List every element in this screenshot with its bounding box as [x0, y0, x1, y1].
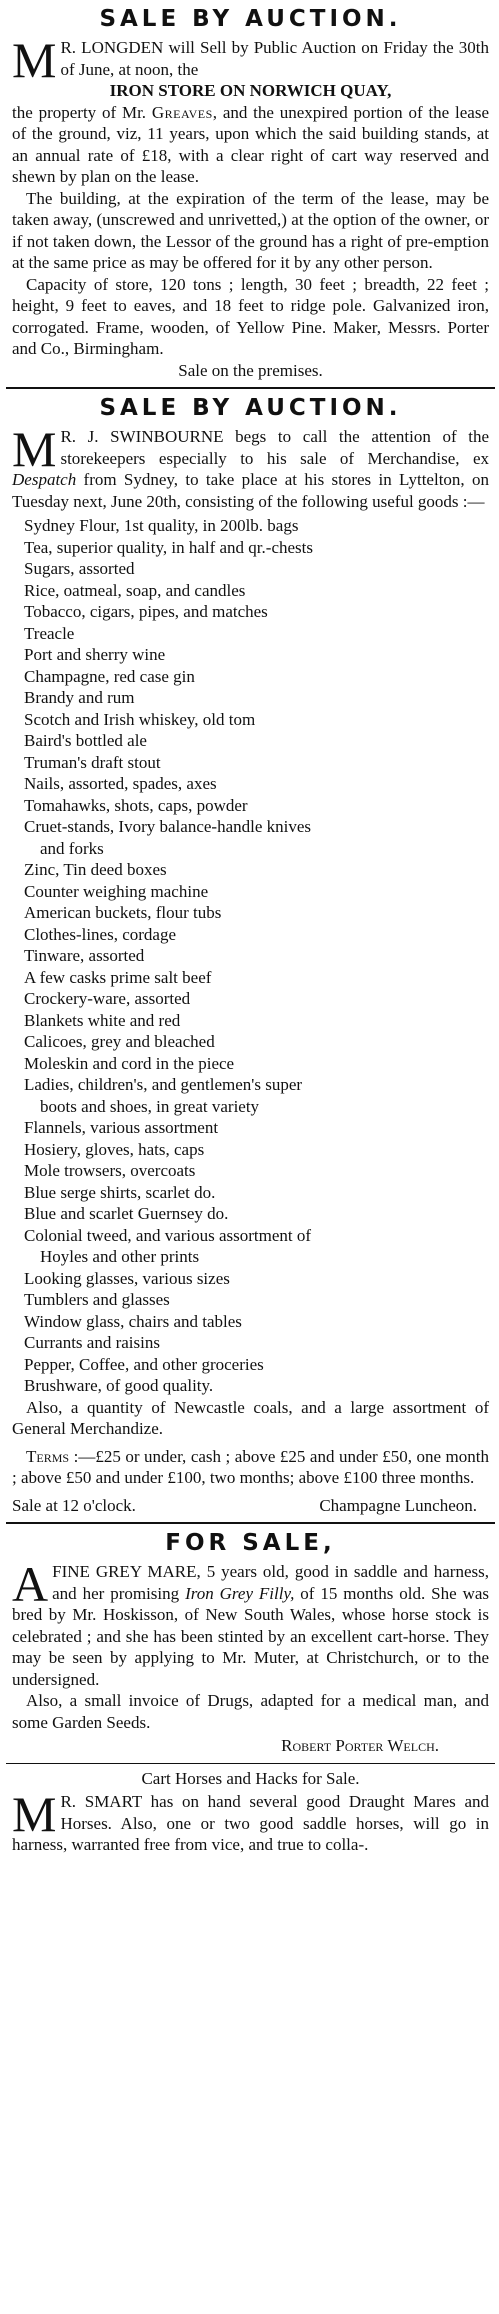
filly-name: Iron Grey Filly, — [185, 1583, 295, 1603]
goods-item — [24, 1074, 489, 1117]
goods-item-text: Clothes-lines, cordage — [24, 924, 177, 944]
ad-heading: FOR SALE, — [165, 1530, 336, 1556]
goods-item-text: Sugars, assorted — [24, 559, 135, 578]
goods-item — [24, 644, 489, 666]
goods-item-continuation: Hoyles and other prints — [40, 1247, 200, 1266]
advertisement-longden — [12, 6, 489, 381]
goods-item — [24, 515, 489, 537]
goods-item — [24, 881, 489, 903]
goods-item — [24, 902, 489, 924]
goods-item-text: Baird's bottled ale — [24, 731, 147, 750]
terms-paragraph — [12, 1446, 489, 1489]
ad-lead-paragraph — [12, 1556, 490, 1690]
ad-heading: SALE BY AUCTION. — [99, 395, 402, 421]
body-paragraph: Capacity of store, 120 tons ; length, 30 feet ; breadth, 22 feet ; height, 9 feet to eaves, and 18 feet to ridge pole. Galvanized iron, corrogated. Frame, wooden, of Yellow Pine. Maker, Messrs. Porter and Co., Birmingham. — [12, 274, 489, 358]
goods-item-text: Tobacco, cigars, pipes, and matches — [24, 602, 268, 621]
goods-item — [24, 1010, 489, 1032]
goods-item-text: Moleskin and cord in the piece — [24, 1053, 235, 1073]
ad-lead-paragraph — [12, 32, 489, 88]
drop-cap: M — [12, 1786, 57, 1842]
goods-item — [24, 773, 489, 795]
body-text: of 15 months old. She was bred by Mr. Hoskisson, of New South Wales, whose horse stock is celebrated ; and she has been stinted by an excellent cart-horse. They may be seen by applying to Mr. Muter, at Christchurch, or to the undersigned. — [12, 1583, 490, 1689]
goods-item — [24, 1203, 489, 1225]
goods-item — [24, 752, 489, 774]
goods-item — [24, 558, 489, 580]
goods-item — [24, 816, 489, 859]
terms-label: Terms — [26, 1446, 70, 1466]
goods-item-text: Blue and scarlet Guernsey do. — [24, 1204, 229, 1223]
goods-item-text: Brushware, of good quality. — [24, 1376, 214, 1395]
lead-text: R. LONGDEN will Sell by Public Auction on Friday the 30th of June, at noon, the — [60, 38, 489, 79]
goods-item — [24, 1225, 489, 1268]
goods-item — [24, 1053, 489, 1075]
terms-text: :—£25 or under, cash ; above £25 and under £50, one month ; above £50 and under £100, two months; above £100 three months. — [12, 1446, 489, 1487]
goods-item — [24, 945, 489, 967]
owner-name: Greaves — [151, 102, 213, 122]
goods-item-text: Brandy and rum — [24, 688, 135, 707]
goods-item — [24, 687, 489, 709]
advertisement-smart — [12, 1768, 489, 1856]
lead-text: from Sydney, to take place at his stores in Lyttelton, on Tuesday next, June 20th, consisting of the following useful goods :— — [12, 470, 489, 511]
body-text: , and the unexpired portion of the lease of the ground, viz, 11 years, upon which the said building stands, at an annual rate of £18, with a clear right of cart way reserved and shewn by plan on the lease. — [12, 102, 489, 186]
goods-item — [24, 795, 489, 817]
signature: Robert Porter Welch. — [281, 1736, 439, 1755]
goods-item-text: Ladies, children's, and gentlemen's super — [24, 1075, 303, 1094]
ad-heading: Cart Horses and Hacks for Sale. — [141, 1768, 360, 1788]
goods-item — [24, 1117, 489, 1139]
goods-item-text: Crockery-ware, assorted — [24, 989, 191, 1008]
goods-item-text: Blue serge shirts, scarlet do. — [24, 1182, 216, 1202]
goods-item-text: Tinware, assorted — [24, 946, 145, 965]
goods-item-text: American buckets, flour tubs — [24, 903, 222, 922]
goods-item — [24, 1139, 489, 1161]
ad-lead-paragraph — [12, 421, 489, 512]
divider — [6, 387, 495, 389]
goods-item-text: Window glass, chairs and tables — [24, 1311, 242, 1331]
goods-item-text: Pepper, Coffee, and other groceries — [24, 1354, 264, 1374]
ad-heading: SALE BY AUCTION. — [99, 6, 402, 32]
goods-item-text: Port and sherry wine — [24, 645, 166, 664]
goods-item-text: Looking glasses, various sizes — [24, 1268, 230, 1288]
goods-item — [24, 1182, 489, 1204]
goods-item — [24, 1160, 489, 1182]
drop-cap: A — [12, 1556, 49, 1612]
divider — [6, 1763, 495, 1764]
goods-item-text: Truman's draft stout — [24, 752, 161, 772]
goods-item-continuation: and forks — [40, 838, 104, 858]
body-paragraph: The building, at the expiration of the term of the lease, may be taken away, (unscrewed and unrivetted,) at the option of the owner, or if not taken down, the Lessor of the ground has a right of pre-emption at the same price as may be offered for it by any other person. — [12, 188, 489, 272]
sale-location: Sale on the premises. — [178, 360, 323, 380]
body-paragraph — [12, 102, 489, 188]
goods-item — [24, 537, 489, 559]
luncheon-note: Champagne Luncheon. — [319, 1495, 477, 1515]
drop-cap: M — [12, 421, 57, 477]
ship-name: Despatch — [12, 470, 77, 489]
goods-item-text: Blankets white and red — [24, 1010, 181, 1030]
goods-item-text: Currants and raisins — [24, 1333, 160, 1352]
goods-item-text: Scotch and Irish whiskey, old tom — [24, 709, 256, 729]
goods-item-text: Cruet-stands, Ivory balance-handle knives — [24, 817, 312, 836]
goods-item — [24, 730, 489, 752]
drop-cap: M — [12, 32, 57, 88]
goods-item-text: Tumblers and glasses — [24, 1290, 170, 1309]
goods-item-continuation: boots and shoes, in great variety — [40, 1096, 260, 1116]
goods-item-text: Hosiery, gloves, hats, caps — [24, 1139, 205, 1159]
goods-item-text: Rice, oatmeal, soap, and candles — [24, 580, 246, 600]
goods-item — [24, 1332, 489, 1354]
goods-item — [24, 601, 489, 623]
goods-item-text: A few casks prime salt beef — [24, 967, 212, 987]
lead-text: R. SMART has on hand several good Draught Mares and Horses. Also, one or two good saddle horses, will go in harness, warranted free from vice, and true to colla-. — [12, 1792, 489, 1854]
body-paragraph: Also, a small invoice of Drugs, adapted for a medical man, and some Garden Seeds. — [12, 1691, 489, 1732]
goods-item — [24, 924, 489, 946]
divider — [6, 1522, 495, 1524]
goods-list — [12, 515, 489, 1397]
lead-text: R. J. SWINBOURNE begs to call the attention of the storekeepers especially to his sale of Merchandise, ex — [60, 427, 489, 468]
goods-item — [24, 1375, 489, 1397]
goods-item — [24, 666, 489, 688]
goods-item — [24, 1268, 489, 1290]
goods-item — [24, 1354, 489, 1376]
advertisement-for-sale — [12, 1530, 489, 1757]
goods-item-text: Treacle — [24, 623, 75, 643]
lead-text: FINE GREY MARE, 5 years old, good in saddle and harness, and her promising — [52, 1562, 489, 1603]
goods-item-text: Nails, assorted, spades, axes — [24, 774, 217, 793]
newspaper-column — [0, 6, 499, 1856]
goods-item — [24, 1311, 489, 1333]
goods-item-text: Zinc, Tin deed boxes — [24, 860, 167, 879]
goods-item-text: Champagne, red case gin — [24, 666, 195, 686]
goods-item — [24, 1289, 489, 1311]
goods-item-text: Sydney Flour, 1st quality, in 200lb. bags — [24, 516, 299, 535]
sale-time: Sale at 12 o'clock. — [12, 1495, 136, 1515]
advertisement-swinbourne — [12, 395, 489, 1516]
property-title: IRON STORE ON NORWICH QUAY, — [109, 81, 392, 100]
goods-item-text: Calicoes, grey and bleached — [24, 1032, 215, 1051]
goods-item — [24, 859, 489, 881]
body-paragraph: Also, a quantity of Newcastle coals, and a large assortment of General Merchandize. — [12, 1397, 489, 1438]
goods-item-text: Mole trowsers, overcoats — [24, 1161, 196, 1180]
goods-item-text: Counter weighing machine — [24, 881, 209, 901]
goods-item-text: Tomahawks, shots, caps, powder — [24, 795, 248, 815]
goods-item-text: Colonial tweed, and various assortment of — [24, 1225, 312, 1245]
goods-item — [24, 580, 489, 602]
goods-item — [24, 988, 489, 1010]
ad-lead-paragraph — [12, 1786, 489, 1856]
sale-footer — [12, 1495, 489, 1517]
goods-item — [24, 709, 489, 731]
body-text: the property of Mr. — [12, 102, 147, 122]
goods-item — [24, 1031, 489, 1053]
goods-item-text: Flannels, various assortment — [24, 1118, 219, 1137]
goods-item — [24, 623, 489, 645]
goods-item — [24, 967, 489, 989]
goods-item-text: Tea, superior quality, in half and qr.-chests — [24, 537, 313, 557]
